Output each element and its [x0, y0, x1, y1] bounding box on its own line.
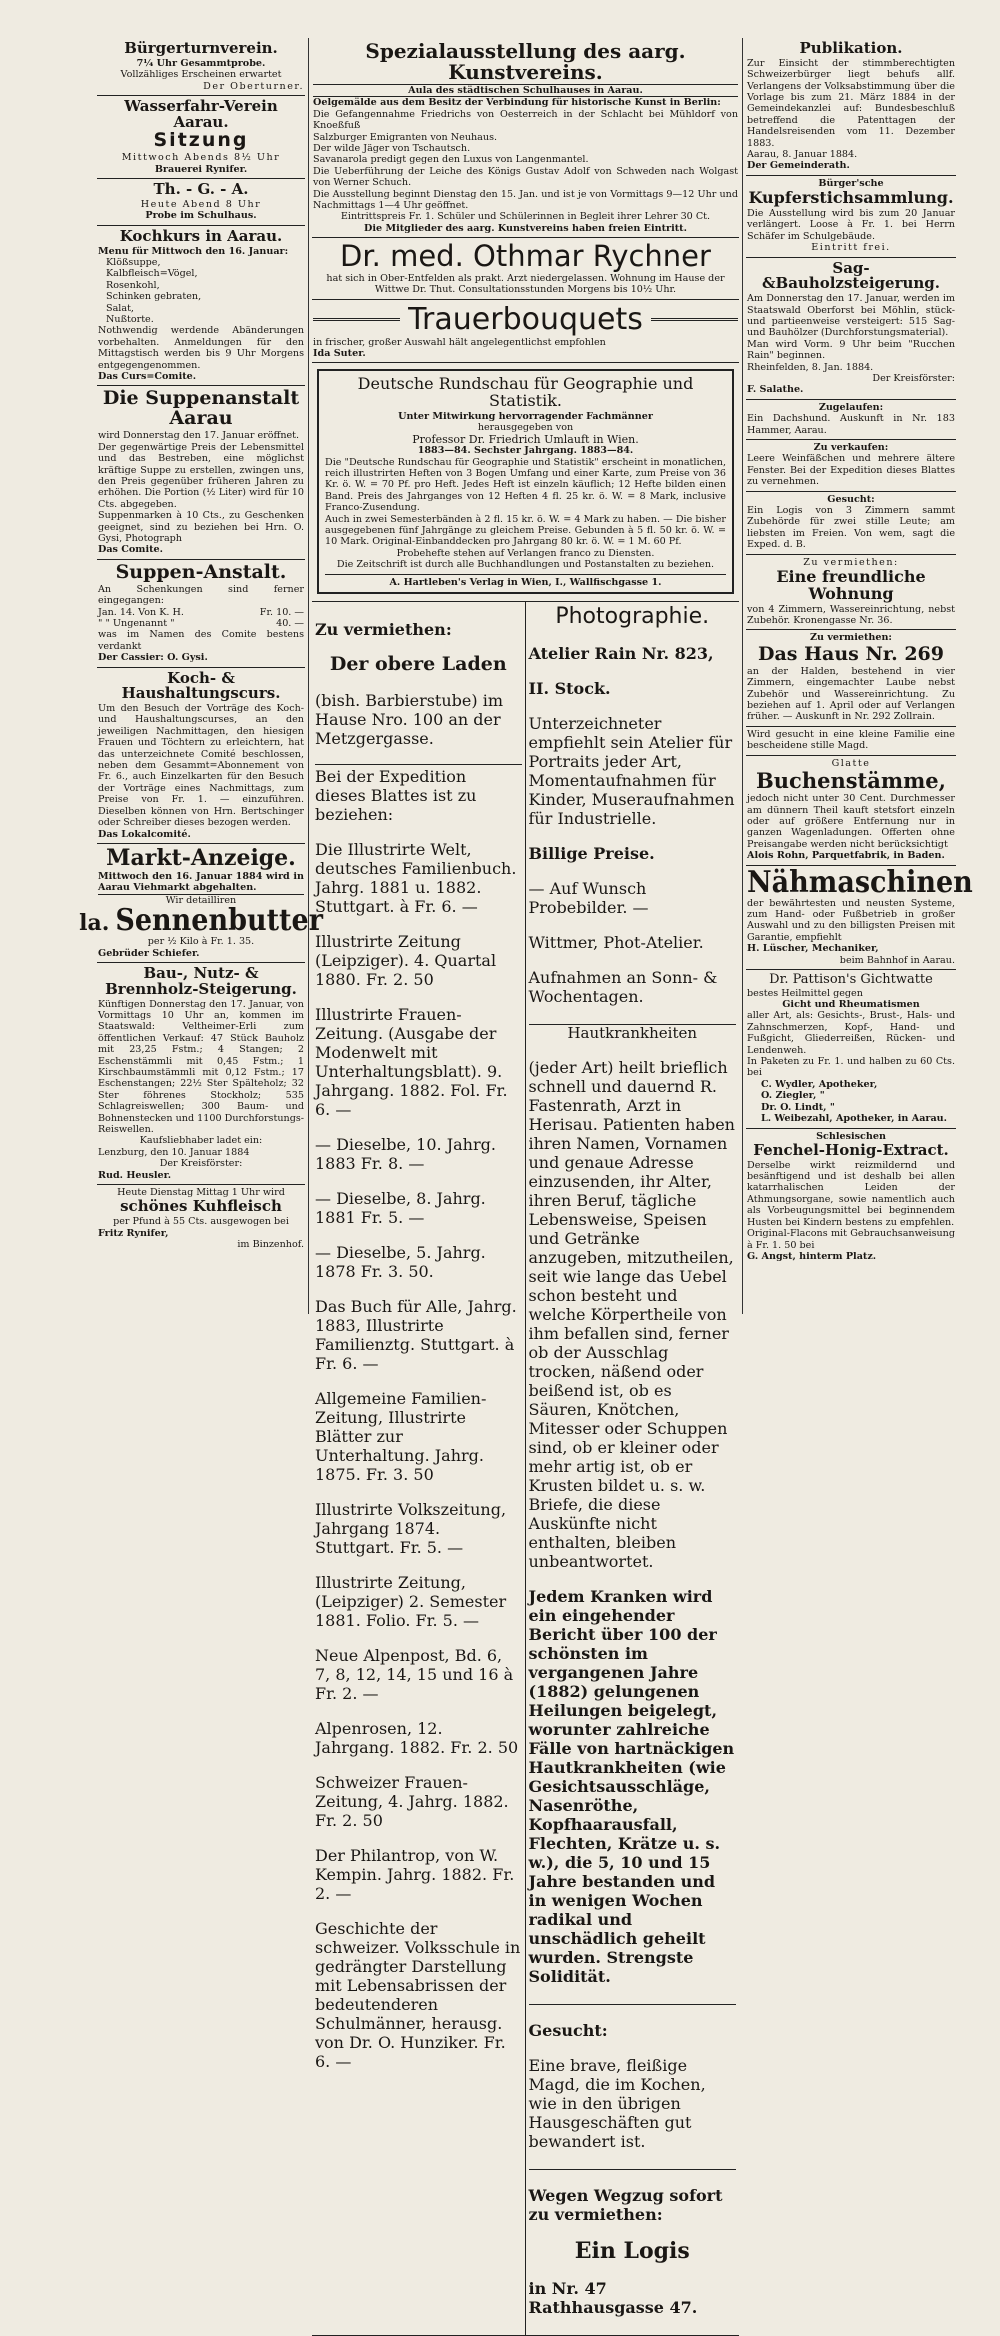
book-item: — Dieselbe, 5. Jahrg. 1878 Fr. 3. 50.	[315, 1242, 486, 1281]
ad-kupferstich	[746, 176, 956, 258]
book-item: Illustrirte Zeitung (Leipziger). 4. Quartal 1880. Fr. 2. 50	[315, 931, 497, 989]
ad-signature: G. Angst, hinterm Platz.	[747, 1250, 877, 1262]
donation-row	[98, 618, 304, 629]
book-item: Geschichte der schweizer. Volksschule in gedrängter Darstellung mit Lebensabrissen der bedeutenderen Schulmänner, herausg. von Dr. O. Hunziker. Fr. 6. —	[315, 1918, 521, 2071]
ad-title: Kupferstichsammlung.	[748, 188, 954, 208]
ad-laden	[315, 620, 522, 2071]
left-column	[79, 38, 323, 1253]
ad-line: Menu für Mittwoch den 16. Januar:	[98, 245, 289, 257]
ad-title: Suppen-Anstalt.	[115, 560, 287, 583]
ad-line: 1883—84. Sechster Jahrgang. 1883—84.	[417, 445, 634, 457]
ad-signature: A. Hartleben's Verlag in Wien, I., Wallfischgasse 1.	[325, 574, 726, 588]
ad-text: Jedem Kranken wird ein eingehender Bericht über 100 der schönsten im vergangenen Jahre (1882) gelungenen Heilungen beigelegt, worunter zahlreiche Fälle von hartnäckigen Hautkrankheiten (wie Gesichtsausschläge, Nasenröthe, Kopfhaarausfall, Flechten, Krätze u. s. w.), die 5, 10 und 15 Jahre bestanden und in wenigen Wochen radikal und unschädlich geheilt wurden. Strengste Solidität.	[528, 1586, 735, 1986]
book-item: Allgemeine Familien-Zeitung, Illustrirte Blätter zur Unterhaltung. Jahrg. 1875. Fr. 3. 50	[315, 1388, 487, 1484]
ad-title: Sennenbutter	[115, 903, 323, 939]
ad-dachshund	[746, 400, 956, 440]
ad-text: Um den Besuch der Vorträge des Koch- und Haushaltungscurses, an den jeweiligen Nachmittagen, den hiesigen Frauen und Töchtern zu erleichtern, hat das unterzeichnete Comité beschlossen, neben dem Gesammt=Abonnement von Fr. 6., auch Einzelkarten für den Besuch der Vorträge eines Nachmittags, zum Preise von Fr. 1. — einzuführen. Dieselben können von Hrn. Bertschinger oder Schreiber dieses bezogen werden.	[98, 703, 304, 829]
ad-text: Bei der Expedition dieses Blattes ist zu beziehen:	[315, 764, 522, 824]
ad-text: Eintrittspreis Fr. 1. Schüler und Schülerinnen in Begleit ihrer Lehrer 30 Ct.	[340, 211, 711, 223]
ad-text: Man wird Vorm. 9 Uhr beim "Rucchen Rain" beginnen.	[747, 338, 955, 362]
butter-heading	[79, 903, 323, 939]
ad-signature: Alois Rohn, Parquetfabrik, in Baden.	[747, 850, 945, 862]
ad-line: herausgegeben von	[477, 422, 574, 434]
ad-text: In Paketen zu Fr. 1. und halben zu 60 Cts. bei	[747, 1056, 955, 1079]
ad-fenchel	[746, 1129, 956, 1266]
ad-title: Eine freundliche Wohnung	[776, 567, 926, 603]
trauer-heading	[313, 302, 738, 337]
ad-text: von 4 Zimmern, Wassereinrichtung, nebst Zubehör. Kronengasse Nr. 36.	[747, 603, 955, 627]
ad-title: Fenchel-Honig-Extract.	[753, 1140, 949, 1159]
menu-item: Schinken gebraten,	[106, 291, 202, 303]
ad-text: Am Donnerstag den 17. Januar, werden im Staatswald Oberforst bei Möhlin, stück- und partieenweise versteigert: 515 Sag- und Bauhölzer (Durchforstungsmaterial).	[747, 293, 955, 339]
painting-item: Der wilde Jäger von Tschautsch.	[313, 143, 471, 155]
ad-prefix: Gesucht:	[528, 2020, 608, 2040]
ad-text: Probehefte stehen auf Verlangen franco zu Diensten.	[396, 547, 655, 559]
ad-text: Die Ausstellung beginnt Dienstag den 15. Jan. und ist je von Vormittags 9—12 Uhr und Nachmittags 1—4 Uhr geöffnet.	[313, 188, 738, 212]
ad-text: Derselbe wirkt reizmildernd und besänftigend und ist deshalb bei allen katarrhalischen Leiden der Athmungsorgane, sowie namentlich auch als Vorbeugungsmittel bei beginnendem Husten bei Kindern bestens zu empfehlen.	[747, 1159, 955, 1228]
ad-text: Nothwendig werdende Abänderungen vorbehalten. Anmeldungen für den Mittagstisch werden bis 9 Uhr Morgens entgegengenommen.	[98, 325, 304, 371]
ad-text: (jeder Art) heilt brieflich schnell und dauernd R. Fastenrath, Arzt in Herisau. Patienten haben ihren Namen, Vornamen und genaue Adresse einzusenden, ihr Alter, ihren Beruf, tägliche Lebensweise, Speisen und Getränke anzugeben, mitzutheilen, seit wie lange das Uebel schon besteht und welche Körpertheile von ihm befallen sind, ferner ob der Ausschlag trocken, näßend oder beißend ist, ob es Säuren, Knötchen, Mitesser oder Schuppen sind, ob er kleiner oder mehr artig ist, ob er Krusten bildet u. s. w. Briefe, die diese Auskünfte nicht enthalten, bleiben unbeantwortet.	[528, 1057, 735, 1571]
ad-signature: Fritz Rynifer,	[98, 1227, 169, 1239]
ad-title: Photographie.	[555, 604, 710, 630]
ad-title: Koch- & Haushaltungscurs.	[121, 668, 281, 703]
ad-line: Der Kreisförster:	[159, 1158, 243, 1170]
ad-line: Brauerei Rynifer.	[154, 163, 248, 175]
ad-wasserfahr	[97, 96, 305, 179]
ad-signature: Der Oberturner.	[203, 80, 304, 92]
ad-text: An Schenkungen sind ferner eingegangen:	[98, 583, 304, 607]
rundschau-frame	[317, 369, 734, 594]
ad-markt	[79, 844, 323, 963]
menu-item: Salat,	[106, 302, 134, 314]
decorative-rule	[651, 318, 738, 321]
ad-trauerbouquets	[312, 300, 739, 364]
ad-line: per Pfund à 55 Cts. ausgewogen bei	[113, 1216, 289, 1228]
ad-line: Eintritt frei.	[811, 242, 891, 254]
ad-signature: Das Comite.	[98, 544, 163, 556]
donation-amount: Fr. 10. —	[259, 606, 304, 618]
ad-prefix: Gesucht:	[827, 493, 875, 505]
ad-line: per ½ Kilo à Fr. 1. 35.	[147, 936, 255, 948]
ad-title: Nähmaschinen	[747, 864, 973, 900]
ad-prefix: Glatte	[831, 757, 871, 769]
ad-line: Der Kreisförster:	[872, 372, 955, 384]
ad-text: jedoch nicht unter 30 Cent. Durchmesser am dünnern Theil kauft stetsfort einzeln oder auf größere Entfernung nur in ganzen Wagenladungen. Offerten ohne Preisangabe werden nicht berücksichtigt	[747, 793, 955, 850]
right-column	[746, 38, 973, 1265]
middle-two-columns	[312, 602, 739, 2336]
ad-haus	[746, 630, 956, 726]
ad-prefix: Zu vermiethen:	[315, 620, 452, 640]
ad-weinfaesschen	[746, 440, 956, 492]
ad-text: Zur Einsicht der stimmberechtigten Schweizerbürger liegt behufs allf. Verlangens der Volksabstimmung über die Vorlage bis zum 21. März 1884 in der Gemeindekanzlei auf: Bundesbeschluß betreffend die Patenttagen der Handelsreisenden vom 11. Dezember 1883.	[747, 57, 955, 149]
ad-text: (bish. Barbierstube) im Hause Nro. 100 an der Metzgergasse.	[315, 690, 503, 748]
ad-title: Wasserfahr-Verein Aarau.	[124, 96, 278, 131]
ad-title: Kochkurs in Aarau.	[119, 226, 283, 245]
ad-text: wird Donnerstag den 17. Januar eröffnet.	[98, 430, 300, 442]
ad-text: bestes Heilmittel gegen	[747, 987, 863, 999]
middle-subcol-right	[526, 602, 740, 2335]
ad-text: Ein Dachshund. Auskunft in Nr. 183 Hammer, Aarau.	[747, 413, 955, 436]
ad-signature: beim Bahnhof in Aarau.	[839, 954, 955, 966]
ad-signature: Rud. Heusler.	[98, 1169, 172, 1181]
ad-signature: Gebrüder Schiefer.	[98, 947, 200, 959]
ad-prefix: Wegen Wegzug sofort zu vermiethen:	[528, 2185, 723, 2224]
ad-subtitle: Aula des städtischen Schulhauses in Aarau.	[313, 84, 738, 97]
book-item: Illustrirte Zeitung, (Leipziger) 2. Semester 1881. Folio. Fr. 5. —	[315, 1572, 507, 1630]
ad-text: Unterzeichneter empfiehlt sein Atelier für Portraits jeder Art, Momentaufnahmen für Kinder, Museraufnahmen für Industrielle.	[528, 714, 735, 829]
ad-kunstverein	[312, 38, 739, 238]
ad-signature: Der Cassier: O. Gysi.	[98, 652, 208, 664]
ad-buergerturnverein	[97, 38, 305, 96]
ad-text: Suppenmarken à 10 Cts., zu Geschenken geeignet, sind zu beziehen bei Hrn. O. Gysi, Photograph	[98, 510, 304, 544]
ad-title: schönes Kuhfleisch	[120, 1197, 282, 1216]
painting-item: Die Gefangennahme Friedrichs von Oesterreich in der Schlacht bei Mühldorf von Knoeßfuß	[313, 108, 738, 132]
ad-line: Heute Dienstag Mittag 1 Uhr wird	[117, 1187, 285, 1199]
ad-text: in frischer, großer Auswahl hält angelegentlichst empfohlen	[313, 336, 606, 348]
ad-title: Markt-Anzeige.	[106, 844, 296, 871]
ad-title: Spezialausstellung des aarg. Kunstvereins.	[365, 39, 686, 84]
ad-title: Sag-&Bauholzsteigerung.	[761, 258, 941, 293]
book-item: Die Illustrirte Welt, deutsches Familienbuch. Jahrg. 1881 u. 1882. Stuttgart. à Fr. 6. —	[315, 839, 517, 916]
ad-line: Wir detailliren	[98, 894, 304, 906]
donation-label: " " Ungenannt "	[98, 617, 175, 629]
ad-sagholz	[746, 258, 956, 400]
book-item: Neue Alpenpost, Bd. 6, 7, 8, 12, 14, 15 und 16 à Fr. 2. —	[315, 1645, 514, 1703]
ad-title: Bürgerturnverein.	[124, 39, 278, 57]
ad-signature: H. Lüscher, Mechaniker,	[747, 943, 879, 955]
ad-signature: im Binzenhof.	[237, 1239, 304, 1250]
ad-line: Unter Mitwirkung hervorragender Fachmänner	[398, 410, 653, 422]
pharmacist-name: Dr. O. Lindt, "	[761, 1101, 835, 1113]
ad-text: hat sich in Ober-Entfelden als prakt. Arzt niedergelassen. Wohnung im Hause der Wittwe Dr. Thut. Consultationsstunden Morgens bis 10½ Uhr.	[326, 272, 725, 296]
donation-amount: 40. —	[276, 617, 304, 629]
ad-line: Lenzburg, den 10. Januar 1884	[98, 1146, 250, 1158]
ad-suppenanstalt	[97, 386, 305, 559]
ad-text: der bewährtesten und neusten Systeme, zum Hand- oder Fußbetrieb in großer Auswahl und zu den billigsten Preisen mit Garantie, empfiehlt	[747, 897, 955, 943]
ad-text: Die "Deutsche Rundschau für Geographie und Statistik" erscheint in monatlichen, reich illustrirten Heften von 3 Bogen Umfang und einer Karte, zum Preise von 36 Kr. ö. W. = 70 Pf. pro Heft. Jedes Heft ist einzeln käuflich; 12 Hefte bilden einen Band. Preis des Jahrganges von 12 Heften 4 fl. 25 kr. ö. W. = 8 Mark, inclusive Franco-Zusendung.	[325, 456, 726, 514]
book-item: — Dieselbe, 10. Jahrg. 1883 Fr. 8. —	[315, 1134, 496, 1173]
book-item: Alpenrosen, 12. Jahrgang. 1882. Fr. 2. 50	[315, 1718, 519, 1757]
ad-signature: F. Salathe.	[747, 384, 804, 396]
ad-line: Vollzähliges Erscheinen erwartet	[120, 69, 282, 81]
ad-signature: Ida Suter.	[313, 347, 366, 359]
ad-title: Trauerbouquets	[408, 301, 643, 337]
ad-text: Auch in zwei Semesterbänden à 2 fl. 15 kr. ö. W. = 4 Mark zu haben. — Die bisher ausgegebenen fünf Jahrgänge zu gleichem Preise. Gebunden à 5 fl. 50 kr. ö. W. = 10 Mark. Original-Einbanddecken pro Jahrgang 80 kr. ö. W. = 1 M. 60 Pf.	[325, 513, 726, 548]
ad-line: Rheinfelden, 8. Jan. 1884.	[747, 361, 874, 373]
ad-title: Dr. med. Othmar Rychner	[340, 239, 711, 274]
menu-item: Kalbfleisch=Vögel,	[106, 268, 198, 280]
book-item: — Dieselbe, 8. Jahrg. 1881 Fr. 5. —	[315, 1188, 486, 1227]
ad-line: Kaufsliebhaber ladet ein:	[139, 1135, 263, 1147]
ad-line: Aufnahmen an Sonn- & Wochentagen.	[528, 968, 718, 1007]
pharmacist-name: O. Ziegler, "	[761, 1090, 825, 1102]
pharmacist-name: C. Wydler, Apotheker,	[761, 1078, 878, 1090]
ad-kochhaus	[97, 668, 305, 844]
ad-prefix: Zugelaufen:	[818, 401, 884, 413]
menu-item: Klößsuppe,	[106, 256, 161, 268]
ad-text: Oelgemälde aus dem Besitz der Verbindung für historische Kunst in Berlin:	[313, 97, 721, 109]
ad-line: — Auf Wunsch Probebilder. —	[528, 879, 649, 918]
ad-kochkurs	[97, 226, 305, 387]
ad-title: Die Suppenanstalt Aarau	[102, 387, 300, 430]
ad-wohnung	[746, 555, 956, 631]
ad-text: Leere Weinfäßchen und mehrere ältere Fenster. Bei der Expedition dieses Blattes zu vernehmen.	[747, 453, 955, 488]
book-item: Illustrirte Volkszeitung, Jahrgang 1874. Stuttgart. Fr. 5. —	[315, 1499, 507, 1557]
ad-title: Der obere Laden	[329, 653, 507, 676]
ad-suppen-anstalt-2	[97, 560, 305, 668]
ad-line: II. Stock.	[528, 679, 611, 699]
menu-item: Nußtorte.	[106, 313, 154, 325]
ad-magd	[529, 2021, 737, 2170]
ad-photographie	[529, 605, 737, 1025]
ad-text: an der Halden, bestehend in vier Zimmern, eingemachter Laube nebst Zubehör und Wassereinrichtung. Zu beziehen auf 1. April oder auf Verlangen früher. — Auskunft in Nr. 292 Zollrain.	[747, 665, 955, 723]
ad-prefix: la.	[79, 910, 110, 937]
ad-text: aller Art, als: Gesichts-, Brust-, Hals- und Zahnschmerzen, Kopf-, Hand- und Fußgicht, Gliederreißen, Rücken- und Lendenweh.	[747, 1010, 955, 1056]
ad-title: Deutsche Rundschau für Geographie und Statistik.	[357, 374, 694, 411]
ad-prefix: Zu vermiethen:	[810, 632, 892, 644]
ad-signature: Das Lokalcomité.	[98, 828, 191, 840]
ad-text: Eine brave, fleißige Magd, die im Kochen, wie in den übrigen Hausgeschäften gut bewandert ist.	[528, 2055, 706, 2151]
donation-label: Jan. 14. Von K. H.	[98, 606, 184, 618]
painting-item: Salzburger Emigranten von Neuhaus.	[313, 131, 498, 143]
ad-rychner	[312, 238, 739, 299]
ad-text: Die Zeitschrift ist durch alle Buchhandlungen und Postanstalten zu beziehen.	[336, 559, 715, 571]
ad-title: Th. - G. - A.	[153, 180, 249, 199]
menu-item: Rosenkohl,	[106, 279, 160, 291]
ad-logis-gesucht	[746, 492, 956, 555]
book-item: Illustrirte Frauen-Zeitung. (Ausgabe der Modenwelt mit Unterhaltungsblatt). 9. Jahrgang. 1882. Fol. Fr. 6. —	[315, 1004, 508, 1119]
book-item: Der Philantrop, von W. Kempin. Jahrg. 1882. Fr. 2. —	[315, 1845, 515, 1903]
ad-holzsteigerung	[97, 963, 305, 1185]
ad-publikation	[746, 38, 956, 176]
ad-prefix: Bürger'sche	[818, 177, 884, 189]
ad-title: Das Haus Nr. 269	[757, 642, 944, 665]
ad-text: Künftigen Donnerstag den 17. Januar, von Vormittags 10 Uhr an, kommen im Staatswald: Veltheimer-Erli zum öffentlichen Verkauf: 47 Stück Bauholz mit 23,25 Fstm.; 4 Stangen; 2 Eschenstämmli mit 0,45 Fstm.; 1 Kirschbaumstämmli mit 0,12 Fstm.; 17 Eschenstangen; 22½ Ster Spälteholz; 32 Ster föhrenes Stockholz; 535 Schlagreiswellen; 300 Baum- und Bohnenstecken und 1100 Durchforstungs-Reiswellen.	[98, 998, 304, 1135]
ad-line: 7¼ Uhr Gesammtprobe.	[136, 57, 266, 69]
ad-title: Publikation.	[799, 39, 903, 57]
painting-item: Die Ueberführung der Leiche des Königs Gustav Adolf von Schweden nach Wolgast von Werner Schuch.	[313, 165, 738, 189]
ad-magd-gesucht	[746, 727, 956, 756]
book-item: Schweizer Frauen-Zeitung, 4. Jahrg. 1882. Fr. 2. 50	[315, 1772, 509, 1830]
ad-title: Dr. Pattison's Gichtwatte	[769, 972, 933, 987]
ad-line: in Nr. 47 Rathhausgasse 47.	[528, 2278, 698, 2317]
ad-naehmaschinen	[746, 864, 973, 970]
book-item: Das Buch für Alle, Jahrg. 1883, Illustrirte Familienztg. Stuttgart. à Fr. 6. —	[315, 1296, 517, 1373]
ad-hautkrankheiten	[529, 1026, 737, 2005]
column-rule-right	[742, 38, 743, 1314]
middle-subcol-left	[312, 602, 526, 2335]
ad-subtitle: Sitzung	[153, 129, 249, 152]
ad-text: Der gegenwärtige Preis der Lebensmittel und das Bestreben, eine möglichst kräftige Suppe zu erstellen, zwingen uns, den Preis gegenüber früheren Jahren zu erhöhen. Die Portion (½ Liter) wird für 10 Cts. abgegeben.	[98, 441, 304, 510]
ad-title: Bau-, Nutz- & Brennholz-Steigerung.	[105, 964, 297, 998]
ad-text: Die Ausstellung wird bis zum 20 Januar verlängert. Loose à Fr. 1. bei Herrn Schäfer im Schulgebäude.	[747, 208, 955, 242]
ad-line: Mittwoch Abends 8½ Uhr	[121, 152, 281, 164]
ad-pattison	[746, 970, 956, 1129]
ad-prefix: Zu vermiethen:	[803, 556, 899, 568]
ad-line: Probe im Schulhaus.	[145, 210, 257, 222]
ad-line: Heute Abend 8 Uhr	[140, 198, 262, 210]
ad-tga	[97, 179, 305, 226]
decorative-rule	[313, 318, 400, 321]
painting-item: Savanarola predigt gegen den Luxus von Langenmantel.	[313, 154, 589, 166]
ad-line: Gicht und Rheumatismen	[782, 999, 920, 1011]
ad-text: Wird gesucht in eine kleine Familie eine bescheidene stille Magd.	[747, 728, 955, 752]
middle-column	[312, 38, 739, 2336]
ad-line: Professor Dr. Friedrich Umlauft in Wien.	[412, 432, 639, 446]
column-rule-left	[308, 38, 309, 1314]
ad-prefix: Zu verkaufen:	[813, 442, 889, 454]
ad-text: was im Namen des Comite bestens verdankt	[98, 629, 304, 652]
ad-prefix: Schlesischen	[816, 1130, 886, 1142]
pharmacist-name: L. Weibezahl, Apotheker, in Aarau.	[761, 1113, 947, 1125]
ad-text: Original-Flacons mit Gebrauchsanweisung à Fr. 1. 50 bei	[747, 1228, 955, 1251]
ad-rundschau	[312, 363, 739, 602]
ad-line: Billige Preise.	[528, 844, 655, 864]
ad-title: Hautkrankheiten	[567, 1024, 698, 1043]
ad-line: Wittmer, Phot-Atelier.	[528, 933, 704, 953]
ad-text: Mittwoch den 16. Januar 1884 wird in Aarau Viehmarkt abgehalten.	[98, 871, 304, 894]
ad-title: Buchenstämme,	[756, 768, 946, 794]
ad-kuhfleisch	[97, 1185, 305, 1253]
ad-buchenstaemme	[746, 756, 956, 866]
ad-title: Ein Logis	[574, 2237, 690, 2264]
ad-signature: Das Curs=Comite.	[98, 371, 197, 382]
donation-row	[98, 607, 304, 618]
ad-line: Atelier Rain Nr. 823,	[528, 644, 714, 664]
ad-logis	[529, 2186, 737, 2317]
ad-signature: Der Gemeinderath.	[747, 160, 850, 172]
ad-line: Aarau, 8. Januar 1884.	[747, 149, 858, 160]
ad-text: Ein Logis von 3 Zimmern sammt Zubehörde für zwei stille Leute; am liebsten im Freien. Von wem, sagt die Exped. d. B.	[747, 505, 955, 551]
ad-text: Die Mitglieder des aarg. Kunstvereins haben freien Eintritt.	[364, 222, 687, 234]
